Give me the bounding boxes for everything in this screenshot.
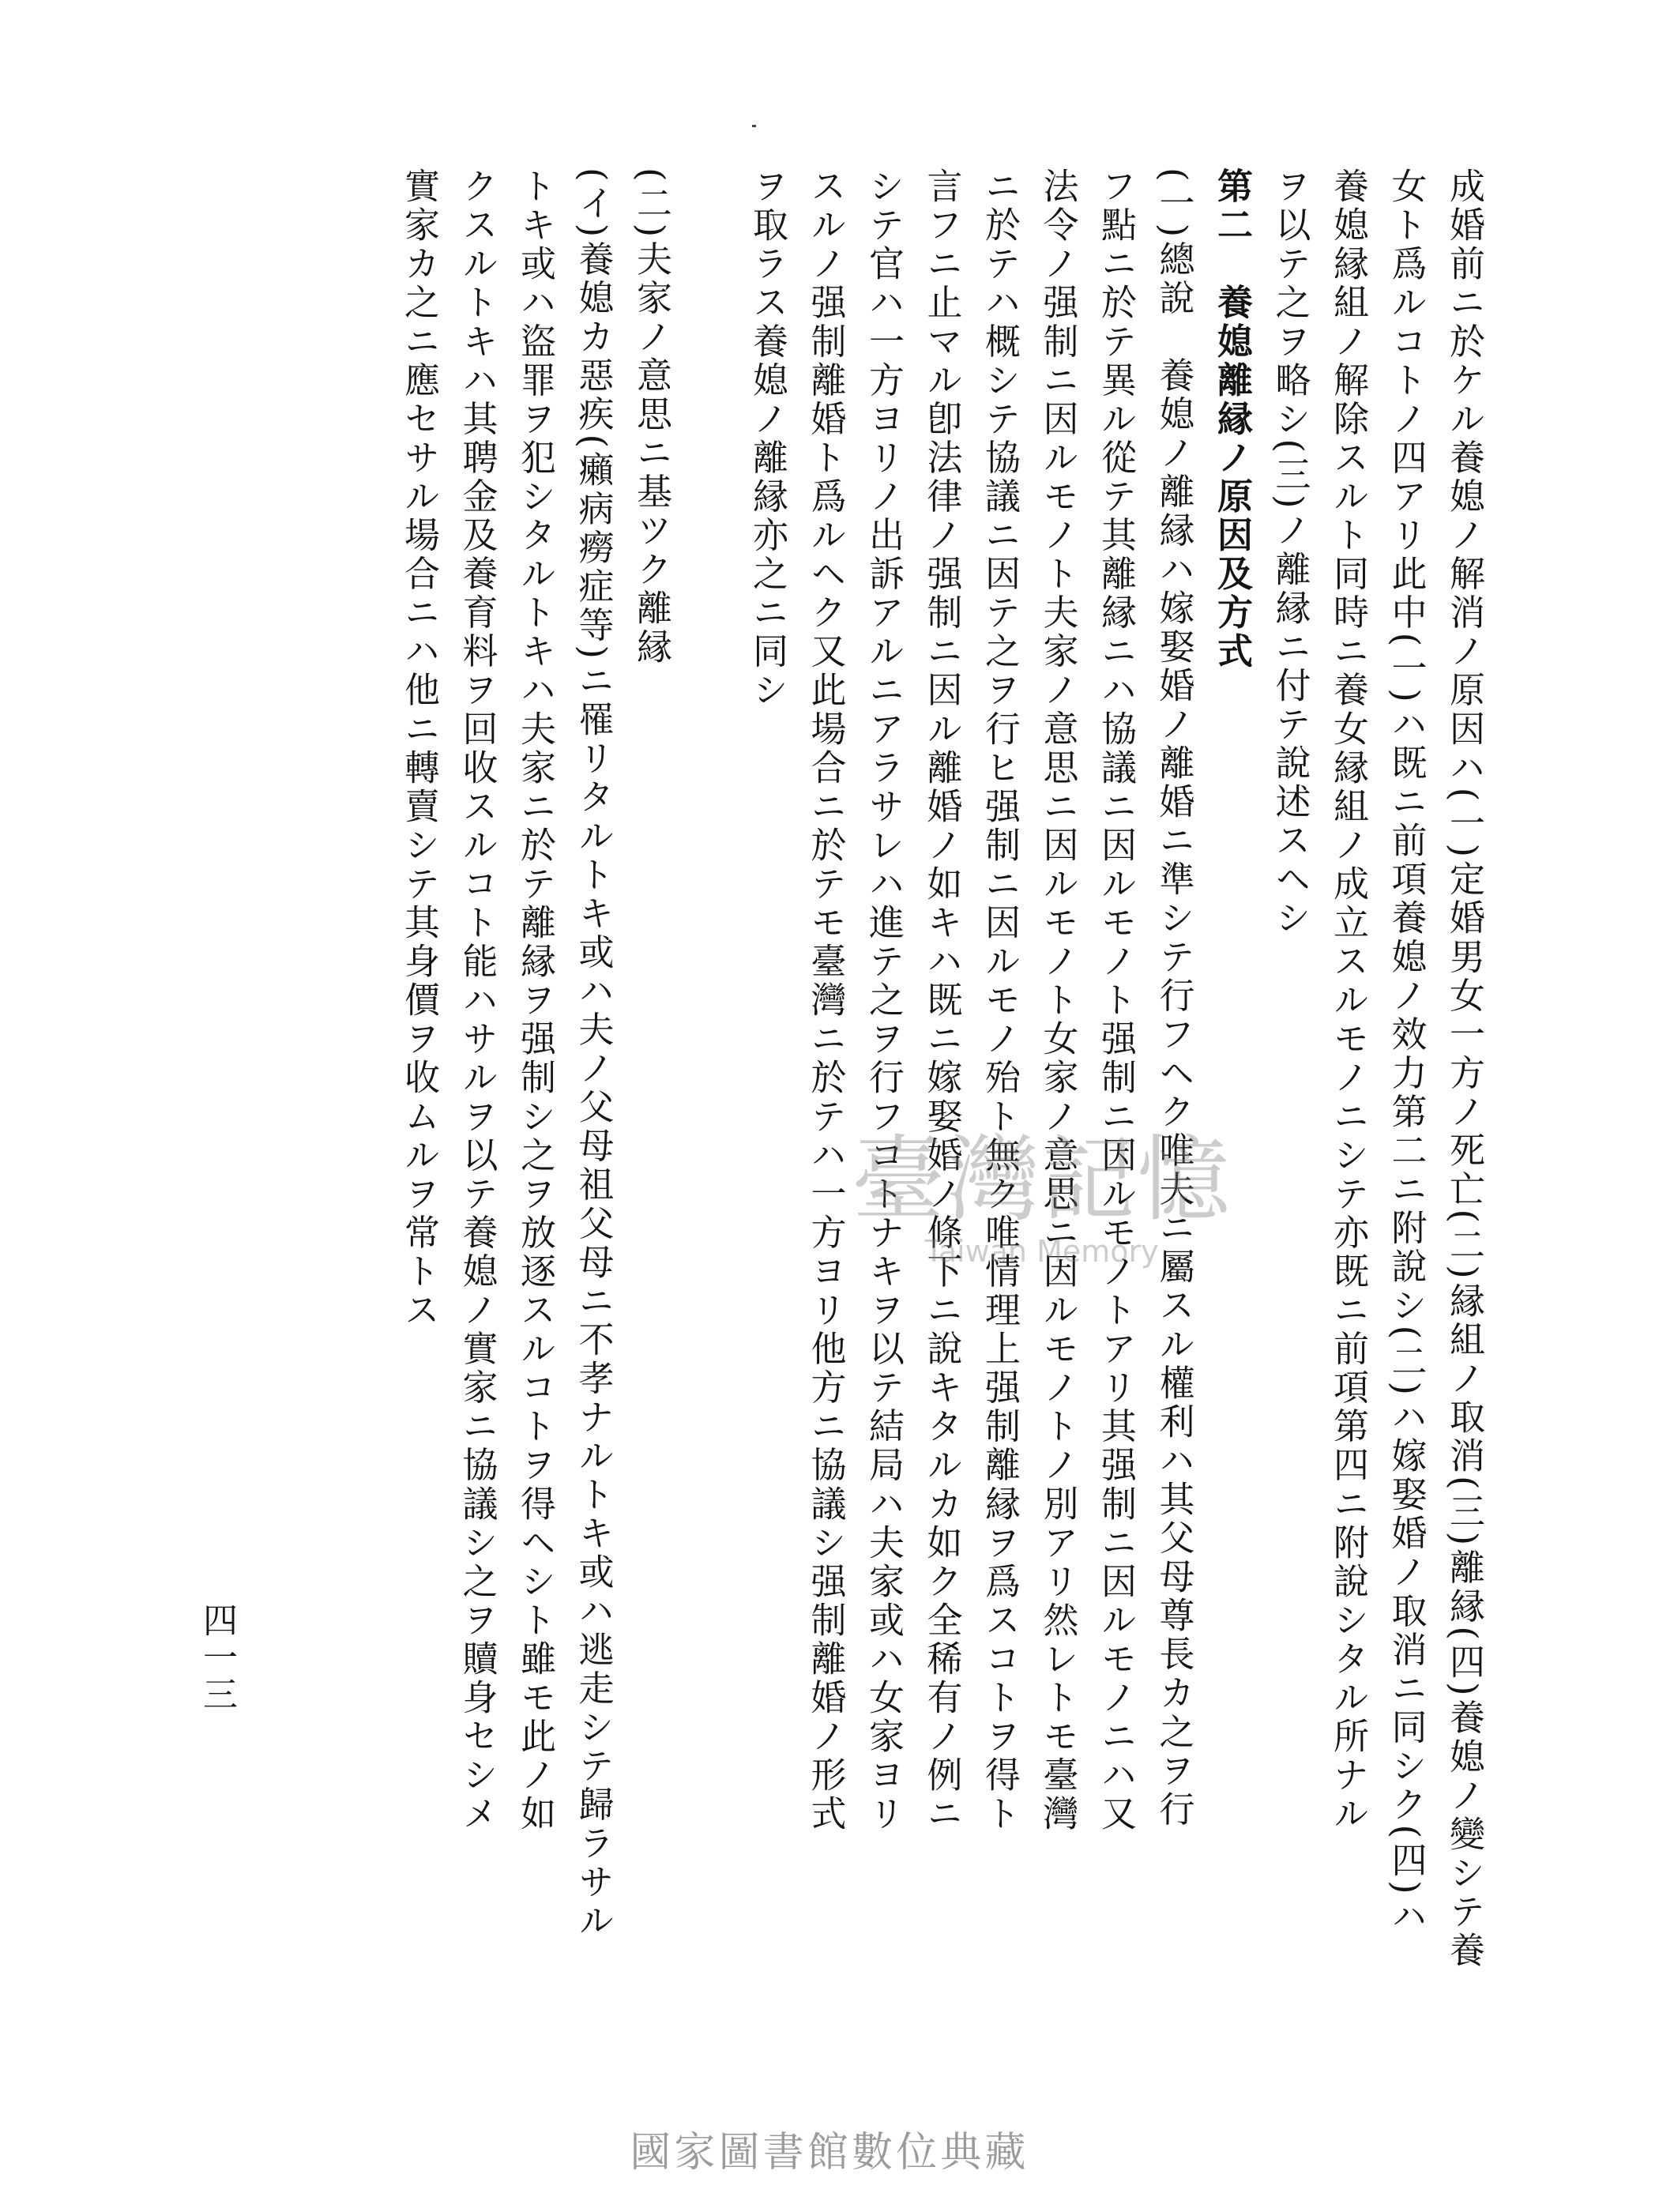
watermark-title: 臺灣記憶	[852, 1125, 1232, 1234]
text-column: クスルトキハ其聘金及養育料ヲ回收スルコト能ハサルヲ以テ養媳ノ實家ニ協議シ之ヲ贖身セシメ	[456, 167, 498, 1834]
text-column: (イ)養媳カ惡疾(癩病癆症等)ニ罹リタルトキ或ハ夫ノ父母祖父母ニ不孝ナルトキ或ハ逃走シテ歸ラサル	[572, 167, 615, 1941]
page-number: 四一三	[197, 1602, 237, 1713]
text-column: スルノ强制離婚ト爲ルヘク又此場合ニ於テモ臺灣ニ於テハ一方ヨリ他方ニ協議シ强制離婚ノ形式	[804, 167, 847, 1834]
text-column: 言フニ止マル卽法律ノ强制ニ因ル離婚ノ如キハ既ニ嫁娶婚ノ條下ニ說キタルカ如ク全稀有ノ例ニ	[920, 167, 963, 1834]
library-footer: 國家圖書館數位典藏	[630, 2129, 1029, 2176]
text-column: シテ官ハ一方ヨリノ出訴アルニアラサレハ進テ之ヲ行フコトナキヲ以テ結局ハ夫家或ハ女家ヨリ	[863, 167, 905, 1834]
text-column: 養媳縁組ノ解除スルト同時ニ養女縁組ノ成立スルモノニシテ亦既ニ前項第四ニ附說シタル所ナル	[1327, 167, 1369, 1834]
text-column: トキ或ハ盜罪ヲ犯シタルトキハ夫家ニ於テ離縁ヲ强制シ之ヲ放逐スルコトヲ得ヘシト雖モ此ノ如	[514, 167, 556, 1834]
blank-column	[680, 167, 739, 2079]
text-column: フ點ニ於テ異ル從テ其離縁ニハ協議ニ因ルモノト强制ニ因ルモノトアリ其强制ニ因ルモノニハ又	[1095, 167, 1137, 1834]
text-column: 成婚前ニ於ケル養媳ノ解消ノ原因ハ(一)定婚男女一方ノ死亡(二)縁組ノ取消(三)離縁(四)養媳ノ變シテ養	[1443, 167, 1485, 1970]
watermark-subtitle: Taiwan Memory	[924, 1234, 1159, 1269]
text-column: ニ於テハ概シテ協議ニ因テ之ヲ行ヒ强制ニ因ルモノ殆ト無ク唯情理上强制離縁ヲ爲スコトヲ得ト	[979, 167, 1021, 1834]
text-column: ヲ以テ之ヲ略シ(三)ノ離縁ニ付テ說述スヘシ	[1269, 167, 1311, 939]
text-column: ヲ取ラス養媳ノ離縁亦之ニ同シ	[747, 167, 788, 710]
text-column: (一)總說 養媳ノ離縁ハ嫁娶婚ノ離婚ニ準シテ行フヘク唯夫ニ屬スル權利ハ其父母尊長カ之ヲ行	[1153, 167, 1195, 1830]
text-column: 法令ノ强制ニ因ルモノト夫家ノ意思ニ因ルモノト女家ノ意思ニ因ルモノトノ別アリ然レトモ臺灣	[1036, 167, 1079, 1834]
text-column: 實家カ之ニ應セサル場合ニハ他ニ轉賣シテ其身價ヲ收ムルヲ常トス	[398, 167, 440, 1330]
body-text	[390, 167, 1494, 2079]
ink-speck	[752, 125, 756, 127]
subsection-heading: (二)夫家ノ意思ニ基ツク離縁	[630, 167, 672, 667]
text-column: 女ト爲ルコトノ四アリ此中(一)ハ既ニ前項養媳ノ效力第二ニ附說シ(二)ハ嫁娶婚ノ取消ニ同シク(四)ハ	[1385, 167, 1428, 1936]
section-heading: 第二 養媳離縁ノ原因及方式	[1211, 167, 1253, 672]
